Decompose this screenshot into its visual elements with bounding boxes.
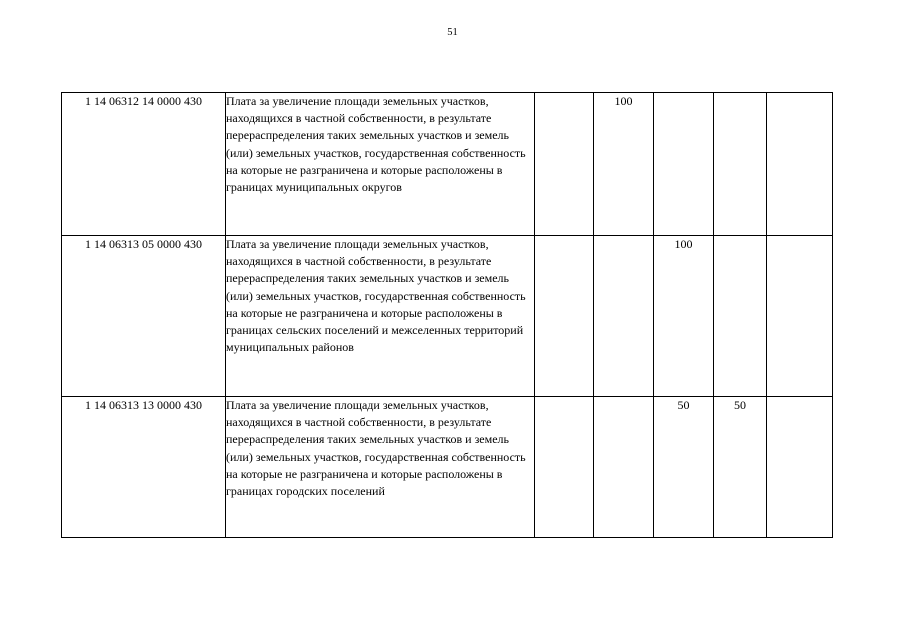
table-row <box>62 236 833 397</box>
table-row <box>62 93 833 236</box>
value-cell <box>594 397 654 538</box>
value-cell <box>767 236 833 397</box>
value-cell <box>767 397 833 538</box>
value-cell <box>535 397 594 538</box>
revenue-table <box>61 92 833 538</box>
value-cell: 100 <box>594 93 654 236</box>
value-cell <box>654 93 714 236</box>
value-cell <box>535 236 594 397</box>
revenue-code-cell: 1 14 06312 14 0000 430 <box>62 93 226 236</box>
revenue-name-cell: Плата за увеличение площади земельных участков, находящихся в частной собственности, в результате перераспределения таких земельных участков и земель (или) земельных участков, государственная собственность на которые не разграничена и которые расположены в границах сельских поселений и межселенных территорий муниципальных районов <box>226 236 535 397</box>
value-cell <box>714 236 767 397</box>
revenue-code-cell: 1 14 06313 05 0000 430 <box>62 236 226 397</box>
revenue-name-cell: Плата за увеличение площади земельных участков, находящихся в частной собственности, в результате перераспределения таких земельных участков и земель (или) земельных участков, государственная собственность на которые не разграничена и которые расположены в границах городских поселений <box>226 397 535 538</box>
table-row <box>62 397 833 538</box>
value-cell <box>714 93 767 236</box>
page-number: 51 <box>447 27 458 38</box>
value-cell: 50 <box>714 397 767 538</box>
value-cell <box>535 93 594 236</box>
revenue-code-cell: 1 14 06313 13 0000 430 <box>62 397 226 538</box>
value-cell <box>767 93 833 236</box>
value-cell <box>594 236 654 397</box>
revenue-name-cell: Плата за увеличение площади земельных участков, находящихся в частной собственности, в результате перераспределения таких земельных участков и земель (или) земельных участков, государственная собственность на которые не разграничена и которые расположены в границах муниципальных округов <box>226 93 535 236</box>
value-cell: 100 <box>654 236 714 397</box>
value-cell: 50 <box>654 397 714 538</box>
